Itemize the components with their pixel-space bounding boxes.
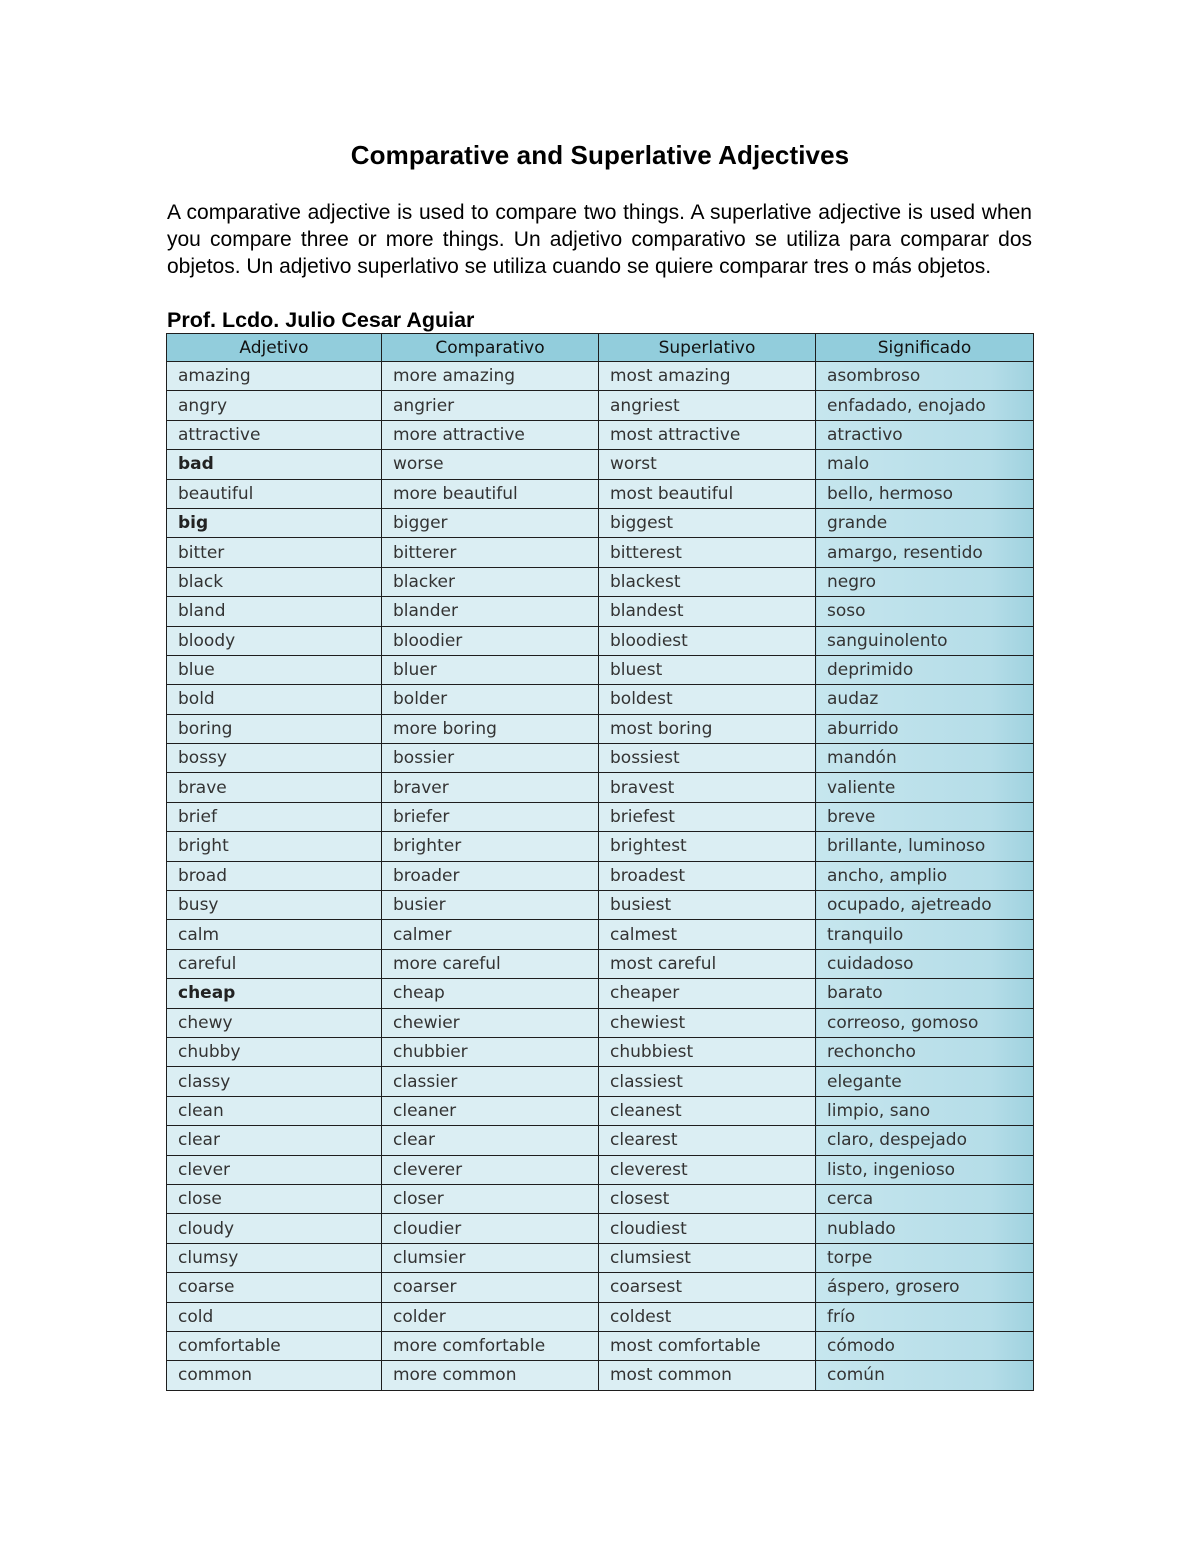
cell-comparative: broader xyxy=(382,861,599,890)
cell-adjective: bad xyxy=(167,450,382,479)
cell-adjective: beautiful xyxy=(167,479,382,508)
table-row xyxy=(167,861,1034,890)
header-significado: Significado xyxy=(816,334,1034,362)
cell-meaning: áspero, grosero xyxy=(816,1273,1034,1302)
cell-comparative: bigger xyxy=(382,508,599,537)
cell-superlative: boldest xyxy=(599,685,816,714)
cell-comparative: worse xyxy=(382,450,599,479)
cell-superlative: bitterest xyxy=(599,538,816,567)
table-row xyxy=(167,744,1034,773)
cell-comparative: bitterer xyxy=(382,538,599,567)
cell-adjective: brave xyxy=(167,773,382,802)
table-row xyxy=(167,420,1034,449)
table-row xyxy=(167,538,1034,567)
cell-superlative: most comfortable xyxy=(599,1331,816,1360)
cell-comparative: bloodier xyxy=(382,626,599,655)
cell-superlative: blandest xyxy=(599,597,816,626)
cell-superlative: blackest xyxy=(599,567,816,596)
cell-superlative: coarsest xyxy=(599,1273,816,1302)
author-line: Prof. Lcdo. Julio Cesar Aguiar xyxy=(167,308,475,332)
cell-adjective: clever xyxy=(167,1155,382,1184)
header-comparativo: Comparativo xyxy=(382,334,599,362)
cell-superlative: classiest xyxy=(599,1067,816,1096)
cell-meaning: correoso, gomoso xyxy=(816,1008,1034,1037)
cell-adjective: cloudy xyxy=(167,1214,382,1243)
cell-meaning: ancho, amplio xyxy=(816,861,1034,890)
cell-meaning: aburrido xyxy=(816,714,1034,743)
cell-adjective: attractive xyxy=(167,420,382,449)
cell-adjective: bland xyxy=(167,597,382,626)
cell-comparative: more careful xyxy=(382,949,599,978)
table-row xyxy=(167,567,1034,596)
table-row xyxy=(167,479,1034,508)
cell-comparative: more amazing xyxy=(382,362,599,391)
cell-superlative: biggest xyxy=(599,508,816,537)
cell-meaning: asombroso xyxy=(816,362,1034,391)
cell-meaning: valiente xyxy=(816,773,1034,802)
cell-adjective: close xyxy=(167,1184,382,1213)
cell-comparative: closer xyxy=(382,1184,599,1213)
cell-meaning: nublado xyxy=(816,1214,1034,1243)
cell-comparative: chewier xyxy=(382,1008,599,1037)
cell-adjective: boring xyxy=(167,714,382,743)
cell-superlative: bossiest xyxy=(599,744,816,773)
cell-meaning: atractivo xyxy=(816,420,1034,449)
header-adjetivo: Adjetivo xyxy=(167,334,382,362)
cell-comparative: cleverer xyxy=(382,1155,599,1184)
cell-meaning: tranquilo xyxy=(816,920,1034,949)
table-row xyxy=(167,508,1034,537)
cell-adjective: chubby xyxy=(167,1037,382,1066)
adjectives-table xyxy=(166,333,1034,1391)
table-row xyxy=(167,920,1034,949)
cell-adjective: clean xyxy=(167,1096,382,1125)
cell-adjective: coarse xyxy=(167,1273,382,1302)
table-header xyxy=(167,334,1034,362)
table-row xyxy=(167,891,1034,920)
table-row xyxy=(167,685,1034,714)
cell-meaning: listo, ingenioso xyxy=(816,1155,1034,1184)
cell-comparative: clear xyxy=(382,1126,599,1155)
cell-comparative: bluer xyxy=(382,655,599,684)
cell-meaning: mandón xyxy=(816,744,1034,773)
cell-adjective: clear xyxy=(167,1126,382,1155)
cell-comparative: more common xyxy=(382,1361,599,1390)
cell-superlative: angriest xyxy=(599,391,816,420)
cell-superlative: calmest xyxy=(599,920,816,949)
cell-superlative: cleanest xyxy=(599,1096,816,1125)
cell-meaning: elegante xyxy=(816,1067,1034,1096)
table-row xyxy=(167,1302,1034,1331)
cell-adjective: bright xyxy=(167,832,382,861)
cell-superlative: broadest xyxy=(599,861,816,890)
cell-adjective: big xyxy=(167,508,382,537)
cell-superlative: briefest xyxy=(599,802,816,831)
cell-comparative: bossier xyxy=(382,744,599,773)
cell-adjective: black xyxy=(167,567,382,596)
cell-superlative: coldest xyxy=(599,1302,816,1331)
cell-comparative: more boring xyxy=(382,714,599,743)
cell-comparative: brighter xyxy=(382,832,599,861)
cell-superlative: bloodiest xyxy=(599,626,816,655)
cell-comparative: bolder xyxy=(382,685,599,714)
cell-comparative: braver xyxy=(382,773,599,802)
cell-superlative: bluest xyxy=(599,655,816,684)
cell-meaning: rechoncho xyxy=(816,1037,1034,1066)
page-title: Comparative and Superlative Adjectives xyxy=(350,140,850,170)
table-row xyxy=(167,1008,1034,1037)
cell-meaning: deprimido xyxy=(816,655,1034,684)
cell-meaning: barato xyxy=(816,979,1034,1008)
cell-adjective: blue xyxy=(167,655,382,684)
cell-superlative: cleverest xyxy=(599,1155,816,1184)
cell-adjective: comfortable xyxy=(167,1331,382,1360)
cell-comparative: calmer xyxy=(382,920,599,949)
table-row xyxy=(167,1243,1034,1272)
cell-adjective: classy xyxy=(167,1067,382,1096)
cell-adjective: busy xyxy=(167,891,382,920)
cell-comparative: cloudier xyxy=(382,1214,599,1243)
table-row xyxy=(167,626,1034,655)
table-row xyxy=(167,362,1034,391)
table-row xyxy=(167,714,1034,743)
cell-comparative: more attractive xyxy=(382,420,599,449)
table-row xyxy=(167,949,1034,978)
cell-superlative: brightest xyxy=(599,832,816,861)
cell-comparative: cleaner xyxy=(382,1096,599,1125)
cell-superlative: most attractive xyxy=(599,420,816,449)
cell-adjective: amazing xyxy=(167,362,382,391)
cell-superlative: chewiest xyxy=(599,1008,816,1037)
cell-comparative: busier xyxy=(382,891,599,920)
cell-meaning: audaz xyxy=(816,685,1034,714)
cell-meaning: común xyxy=(816,1361,1034,1390)
table-row xyxy=(167,979,1034,1008)
table-row xyxy=(167,1096,1034,1125)
cell-meaning: breve xyxy=(816,802,1034,831)
cell-adjective: common xyxy=(167,1361,382,1390)
cell-meaning: sanguinolento xyxy=(816,626,1034,655)
cell-comparative: coarser xyxy=(382,1273,599,1302)
cell-superlative: cheaper xyxy=(599,979,816,1008)
cell-comparative: chubbier xyxy=(382,1037,599,1066)
cell-meaning: malo xyxy=(816,450,1034,479)
cell-meaning: ocupado, ajetreado xyxy=(816,891,1034,920)
table-row xyxy=(167,1067,1034,1096)
table-row xyxy=(167,1273,1034,1302)
table-row xyxy=(167,597,1034,626)
cell-adjective: careful xyxy=(167,949,382,978)
table-row xyxy=(167,1361,1034,1390)
cell-adjective: broad xyxy=(167,861,382,890)
cell-meaning: cómodo xyxy=(816,1331,1034,1360)
cell-meaning: enfadado, enojado xyxy=(816,391,1034,420)
cell-superlative: most beautiful xyxy=(599,479,816,508)
cell-meaning: bello, hermoso xyxy=(816,479,1034,508)
table-body xyxy=(167,362,1034,1391)
cell-superlative: worst xyxy=(599,450,816,479)
cell-meaning: amargo, resentido xyxy=(816,538,1034,567)
cell-meaning: frío xyxy=(816,1302,1034,1331)
table-row xyxy=(167,1214,1034,1243)
cell-superlative: clearest xyxy=(599,1126,816,1155)
cell-superlative: cloudiest xyxy=(599,1214,816,1243)
cell-adjective: chewy xyxy=(167,1008,382,1037)
header-superlativo: Superlativo xyxy=(599,334,816,362)
cell-meaning: torpe xyxy=(816,1243,1034,1272)
cell-comparative: colder xyxy=(382,1302,599,1331)
cell-meaning: negro xyxy=(816,567,1034,596)
cell-meaning: soso xyxy=(816,597,1034,626)
cell-comparative: classier xyxy=(382,1067,599,1096)
table-row xyxy=(167,1331,1034,1360)
cell-comparative: blacker xyxy=(382,567,599,596)
cell-meaning: cerca xyxy=(816,1184,1034,1213)
cell-comparative: clumsier xyxy=(382,1243,599,1272)
table-row xyxy=(167,1155,1034,1184)
cell-superlative: most boring xyxy=(599,714,816,743)
cell-adjective: bold xyxy=(167,685,382,714)
intro-paragraph: A comparative adjective is used to compare two things. A superlative adjective is used when you compare three or more things. Un adjetivo comparativo se utiliza para comparar dos objetos. Un adjetivo superlativo se utiliza cuando se quiere comparar tres o más objetos. xyxy=(167,201,1032,278)
cell-adjective: brief xyxy=(167,802,382,831)
cell-comparative: cheap xyxy=(382,979,599,1008)
table-row xyxy=(167,832,1034,861)
cell-meaning: claro, despejado xyxy=(816,1126,1034,1155)
cell-superlative: busiest xyxy=(599,891,816,920)
table-row xyxy=(167,391,1034,420)
cell-meaning: grande xyxy=(816,508,1034,537)
cell-comparative: angrier xyxy=(382,391,599,420)
cell-superlative: clumsiest xyxy=(599,1243,816,1272)
cell-adjective: bossy xyxy=(167,744,382,773)
table-row xyxy=(167,1184,1034,1213)
table-row xyxy=(167,655,1034,684)
cell-adjective: clumsy xyxy=(167,1243,382,1272)
cell-adjective: cheap xyxy=(167,979,382,1008)
table-row xyxy=(167,802,1034,831)
cell-comparative: more comfortable xyxy=(382,1331,599,1360)
table-header-row xyxy=(167,334,1034,362)
cell-superlative: most amazing xyxy=(599,362,816,391)
cell-adjective: calm xyxy=(167,920,382,949)
cell-adjective: bloody xyxy=(167,626,382,655)
cell-comparative: briefer xyxy=(382,802,599,831)
cell-superlative: bravest xyxy=(599,773,816,802)
table-row xyxy=(167,1126,1034,1155)
cell-meaning: brillante, luminoso xyxy=(816,832,1034,861)
cell-adjective: bitter xyxy=(167,538,382,567)
cell-superlative: chubbiest xyxy=(599,1037,816,1066)
cell-meaning: cuidadoso xyxy=(816,949,1034,978)
table-row xyxy=(167,450,1034,479)
cell-adjective: cold xyxy=(167,1302,382,1331)
cell-superlative: most common xyxy=(599,1361,816,1390)
cell-superlative: closest xyxy=(599,1184,816,1213)
table-row xyxy=(167,773,1034,802)
table-row xyxy=(167,1037,1034,1066)
cell-adjective: angry xyxy=(167,391,382,420)
cell-superlative: most careful xyxy=(599,949,816,978)
cell-comparative: blander xyxy=(382,597,599,626)
cell-comparative: more beautiful xyxy=(382,479,599,508)
cell-meaning: limpio, sano xyxy=(816,1096,1034,1125)
